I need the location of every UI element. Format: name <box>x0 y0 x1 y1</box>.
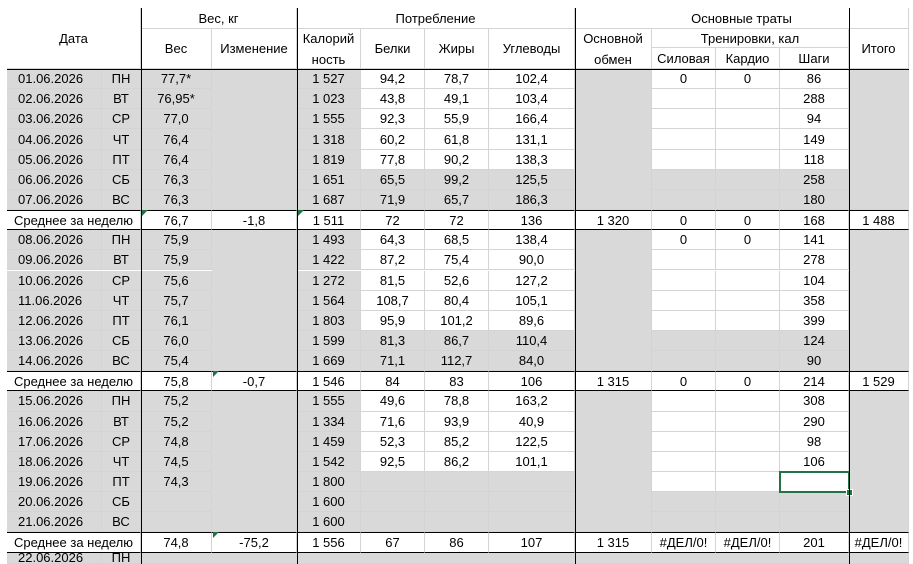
weekly-avg-prot[interactable]: 67 <box>361 532 425 552</box>
day-steps[interactable]: 399 <box>780 311 849 331</box>
error-indicator-icon <box>298 210 304 216</box>
day-strength[interactable] <box>652 412 716 432</box>
weekly-avg-bmr[interactable]: 1 315 <box>575 371 652 391</box>
day-of-week[interactable]: СБ <box>102 331 141 351</box>
day-prot[interactable]: 52,3 <box>361 432 425 452</box>
weekly-average-label[interactable]: Среднее за неделю <box>7 210 141 230</box>
day-fat[interactable]: 61,8 <box>425 129 489 149</box>
header-calories-line1: Калорий <box>302 30 355 46</box>
day-strength[interactable] <box>652 170 716 190</box>
day-steps[interactable]: 124 <box>780 331 849 351</box>
weekly-avg-carb[interactable]: 107 <box>489 532 575 552</box>
day-cardio[interactable] <box>716 331 780 351</box>
day-cal[interactable]: 1 600 <box>297 492 361 512</box>
day-carb[interactable]: 138,3 <box>489 150 575 170</box>
day-cardio[interactable] <box>716 492 780 512</box>
day-prot[interactable]: 81,3 <box>361 331 425 351</box>
day-weight[interactable] <box>141 492 212 512</box>
day-prot[interactable] <box>361 512 425 532</box>
day-weight[interactable]: 74,8 <box>141 432 212 452</box>
day-cal[interactable]: 1 542 <box>297 452 361 472</box>
weekly-avg-fat[interactable]: 86 <box>425 532 489 552</box>
day-cardio[interactable]: 0 <box>716 69 780 89</box>
day-steps[interactable]: 118 <box>780 150 849 170</box>
day-of-week[interactable]: ЧТ <box>102 452 141 472</box>
day-cardio[interactable] <box>716 311 780 331</box>
day-fat[interactable]: 101,2 <box>425 311 489 331</box>
day-weight[interactable]: 76,4 <box>141 150 212 170</box>
day-carb[interactable]: 186,3 <box>489 190 575 210</box>
day-fat[interactable]: 99,2 <box>425 170 489 190</box>
header-weight-group: Вес, кг <box>141 8 297 29</box>
day-carb[interactable]: 89,6 <box>489 311 575 331</box>
day-cal[interactable]: 1 803 <box>297 311 361 331</box>
day-carb[interactable]: 90,0 <box>489 250 575 270</box>
day-cardio[interactable] <box>716 432 780 452</box>
active-cell-selection[interactable] <box>779 471 850 493</box>
day-cal[interactable]: 1 318 <box>297 129 361 149</box>
day-date[interactable]: 15.06.2026 <box>7 391 102 411</box>
partial-row-rest <box>141 553 909 564</box>
day-steps[interactable]: 106 <box>780 452 849 472</box>
day-prot[interactable]: 87,2 <box>361 250 425 270</box>
day-steps[interactable]: 358 <box>780 291 849 311</box>
weekly-avg-cal[interactable]: 1 546 <box>297 371 361 391</box>
day-date[interactable]: 03.06.2026 <box>7 109 102 129</box>
weekly-avg-change[interactable]: -1,8 <box>212 210 297 230</box>
day-of-week[interactable]: ПТ <box>102 150 141 170</box>
day-strength[interactable] <box>652 432 716 452</box>
day-cardio[interactable] <box>716 452 780 472</box>
day-prot[interactable] <box>361 492 425 512</box>
day-fat[interactable]: 80,4 <box>425 291 489 311</box>
day-steps[interactable]: 290 <box>780 412 849 432</box>
week-2-merged-col-3 <box>212 391 297 532</box>
day-of-week[interactable]: СР <box>102 109 141 129</box>
day-date[interactable]: 01.06.2026 <box>7 69 102 89</box>
day-carb[interactable] <box>489 472 575 492</box>
day-fat[interactable]: 78,7 <box>425 69 489 89</box>
day-steps[interactable]: 308 <box>780 391 849 411</box>
day-cardio[interactable] <box>716 170 780 190</box>
weekly-avg-cal[interactable]: 1 556 <box>297 532 361 552</box>
day-date[interactable]: 11.06.2026 <box>7 291 102 311</box>
day-cal[interactable]: 1 599 <box>297 331 361 351</box>
day-of-week[interactable]: ВТ <box>102 250 141 270</box>
day-date[interactable]: 22.06.2026 <box>7 553 102 564</box>
day-cal[interactable]: 1 493 <box>297 230 361 250</box>
day-fat[interactable]: 112,7 <box>425 351 489 371</box>
day-strength[interactable] <box>652 492 716 512</box>
day-steps[interactable]: 288 <box>780 89 849 109</box>
day-cardio[interactable] <box>716 351 780 371</box>
day-weight[interactable]: 75,2 <box>141 412 212 432</box>
header-weight: Вес <box>141 29 212 69</box>
weekly-avg-weight[interactable]: 76,7 <box>141 210 212 230</box>
day-strength[interactable] <box>652 150 716 170</box>
day-date[interactable]: 21.06.2026 <box>7 512 102 532</box>
day-cardio[interactable] <box>716 512 780 532</box>
day-steps[interactable]: 149 <box>780 129 849 149</box>
day-steps[interactable] <box>780 512 849 532</box>
weekly-avg-strength[interactable]: 0 <box>652 210 716 230</box>
day-strength[interactable] <box>652 452 716 472</box>
day-strength[interactable] <box>652 472 716 492</box>
day-carb[interactable]: 166,4 <box>489 109 575 129</box>
day-steps[interactable]: 104 <box>780 271 849 291</box>
day-cal[interactable]: 1 651 <box>297 170 361 190</box>
day-cal[interactable]: 1 819 <box>297 150 361 170</box>
day-strength[interactable] <box>652 109 716 129</box>
day-strength[interactable] <box>652 129 716 149</box>
day-cal[interactable]: 1 422 <box>297 250 361 270</box>
day-steps[interactable]: 141 <box>780 230 849 250</box>
day-prot[interactable]: 60,2 <box>361 129 425 149</box>
day-of-week[interactable]: ПН <box>102 553 141 564</box>
day-of-week[interactable]: ПТ <box>102 311 141 331</box>
day-cal[interactable]: 1 527 <box>297 69 361 89</box>
week-0-merged-col-3 <box>212 69 297 210</box>
day-strength[interactable]: 0 <box>652 230 716 250</box>
day-date[interactable]: 10.06.2026 <box>7 271 102 291</box>
day-weight[interactable]: 76,4 <box>141 129 212 149</box>
day-of-week[interactable]: СБ <box>102 170 141 190</box>
day-strength[interactable] <box>652 351 716 371</box>
weekly-avg-total[interactable]: #ДЕЛ/0! <box>849 532 909 552</box>
day-prot[interactable]: 71,9 <box>361 190 425 210</box>
day-date[interactable]: 04.06.2026 <box>7 129 102 149</box>
week-1-merged-col-8 <box>575 230 652 371</box>
day-weight[interactable]: 76,95* <box>141 89 212 109</box>
day-date[interactable]: 05.06.2026 <box>7 150 102 170</box>
day-date[interactable]: 13.06.2026 <box>7 331 102 351</box>
header-consumption: Потребление <box>297 8 575 29</box>
weekly-avg-fat[interactable]: 72 <box>425 210 489 230</box>
weekly-avg-weight[interactable]: 75,8 <box>141 371 212 391</box>
day-weight[interactable]: 75,6 <box>141 271 212 291</box>
day-cal[interactable]: 1 564 <box>297 291 361 311</box>
weekly-avg-steps[interactable]: 201 <box>780 532 849 552</box>
day-date[interactable]: 19.06.2026 <box>7 472 102 492</box>
day-strength[interactable] <box>652 331 716 351</box>
day-prot[interactable] <box>361 472 425 492</box>
weekly-avg-prot[interactable]: 84 <box>361 371 425 391</box>
weekly-avg-steps[interactable]: 214 <box>780 371 849 391</box>
day-prot[interactable]: 64,3 <box>361 230 425 250</box>
week-0-merged-col-8 <box>575 69 652 210</box>
day-cal[interactable]: 1 555 <box>297 109 361 129</box>
day-weight[interactable]: 75,4 <box>141 351 212 371</box>
day-carb[interactable]: 40,9 <box>489 412 575 432</box>
day-cardio[interactable] <box>716 150 780 170</box>
header-bmr-line2: обмен <box>594 51 632 67</box>
day-steps[interactable]: 180 <box>780 190 849 210</box>
day-weight[interactable]: 77,0 <box>141 109 212 129</box>
weekly-avg-total[interactable]: 1 488 <box>849 210 909 230</box>
day-carb[interactable]: 131,1 <box>489 129 575 149</box>
day-date[interactable]: 18.06.2026 <box>7 452 102 472</box>
day-fat[interactable] <box>425 512 489 532</box>
day-prot[interactable]: 92,5 <box>361 452 425 472</box>
weekly-avg-cardio[interactable]: 0 <box>716 210 780 230</box>
day-date[interactable]: 20.06.2026 <box>7 492 102 512</box>
day-date[interactable]: 02.06.2026 <box>7 89 102 109</box>
day-date[interactable]: 12.06.2026 <box>7 311 102 331</box>
day-cal[interactable]: 1 272 <box>297 271 361 291</box>
day-prot[interactable]: 65,5 <box>361 170 425 190</box>
day-carb[interactable]: 125,5 <box>489 170 575 190</box>
day-prot[interactable]: 81,5 <box>361 271 425 291</box>
error-indicator-icon <box>213 371 219 377</box>
day-fat[interactable]: 78,8 <box>425 391 489 411</box>
group-border <box>141 8 142 564</box>
day-prot[interactable]: 43,8 <box>361 89 425 109</box>
header-main-spend: Основные траты <box>575 8 909 29</box>
day-date[interactable]: 08.06.2026 <box>7 230 102 250</box>
day-prot[interactable]: 77,8 <box>361 150 425 170</box>
day-carb[interactable]: 110,4 <box>489 331 575 351</box>
group-border <box>297 8 298 564</box>
day-fat[interactable]: 55,9 <box>425 109 489 129</box>
day-steps[interactable]: 258 <box>780 170 849 190</box>
day-date[interactable]: 17.06.2026 <box>7 432 102 452</box>
day-weight[interactable] <box>141 512 212 532</box>
day-cal[interactable]: 1 334 <box>297 412 361 432</box>
header-carbs: Углеводы <box>489 29 575 69</box>
day-cal[interactable]: 1 800 <box>297 472 361 492</box>
day-weight[interactable]: 74,5 <box>141 452 212 472</box>
day-fat[interactable]: 49,1 <box>425 89 489 109</box>
day-weight[interactable]: 76,3 <box>141 170 212 190</box>
day-of-week[interactable]: ПН <box>102 391 141 411</box>
day-cardio[interactable] <box>716 250 780 270</box>
day-fat[interactable]: 86,2 <box>425 452 489 472</box>
weekly-avg-fat[interactable]: 83 <box>425 371 489 391</box>
week-0-merged-col-12 <box>849 69 909 210</box>
day-weight[interactable]: 75,7 <box>141 291 212 311</box>
day-steps[interactable]: 90 <box>780 351 849 371</box>
day-steps[interactable]: 86 <box>780 69 849 89</box>
day-date[interactable]: 14.06.2026 <box>7 351 102 371</box>
week-2-merged-col-12 <box>849 391 909 532</box>
day-of-week[interactable]: ВС <box>102 190 141 210</box>
day-prot[interactable]: 71,6 <box>361 412 425 432</box>
weekly-avg-cal[interactable]: 1 511 <box>297 210 361 230</box>
week-1-merged-col-12 <box>849 230 909 371</box>
day-cardio[interactable] <box>716 190 780 210</box>
day-fat[interactable] <box>425 472 489 492</box>
day-prot[interactable]: 94,2 <box>361 69 425 89</box>
day-fat[interactable]: 86,7 <box>425 331 489 351</box>
weekly-avg-bmr[interactable]: 1 315 <box>575 532 652 552</box>
header-total: Итого <box>849 29 909 69</box>
day-weight[interactable]: 75,2 <box>141 391 212 411</box>
error-indicator-icon <box>213 532 219 538</box>
day-weight[interactable]: 75,9 <box>141 250 212 270</box>
header-calories <box>297 29 361 69</box>
header-calories-line2: ность <box>311 51 346 67</box>
day-of-week[interactable]: ВС <box>102 512 141 532</box>
header-strength: Силовая <box>652 48 716 69</box>
weekly-avg-prot[interactable]: 72 <box>361 210 425 230</box>
weekly-avg-cardio[interactable]: #ДЕЛ/0! <box>716 532 780 552</box>
day-strength[interactable]: 0 <box>652 69 716 89</box>
weekly-average-label[interactable]: Среднее за неделю <box>7 532 141 552</box>
day-date[interactable]: 06.06.2026 <box>7 170 102 190</box>
day-cardio[interactable] <box>716 89 780 109</box>
day-strength[interactable] <box>652 89 716 109</box>
day-carb[interactable]: 102,4 <box>489 69 575 89</box>
day-of-week[interactable]: ПН <box>102 230 141 250</box>
weekly-avg-bmr[interactable]: 1 320 <box>575 210 652 230</box>
day-prot[interactable]: 49,6 <box>361 391 425 411</box>
day-cardio[interactable] <box>716 109 780 129</box>
day-weight[interactable]: 76,0 <box>141 331 212 351</box>
weekly-avg-weight[interactable]: 74,8 <box>141 532 212 552</box>
day-fat[interactable]: 85,2 <box>425 432 489 452</box>
day-fat[interactable] <box>425 492 489 512</box>
weekly-avg-carb[interactable]: 106 <box>489 371 575 391</box>
day-fat[interactable]: 65,7 <box>425 190 489 210</box>
day-cal[interactable]: 1 023 <box>297 89 361 109</box>
day-cal[interactable]: 1 687 <box>297 190 361 210</box>
day-strength[interactable] <box>652 391 716 411</box>
day-strength[interactable] <box>652 190 716 210</box>
day-of-week[interactable]: ВС <box>102 351 141 371</box>
day-cardio[interactable] <box>716 291 780 311</box>
day-cardio[interactable] <box>716 412 780 432</box>
day-weight[interactable]: 74,3 <box>141 472 212 492</box>
day-of-week[interactable]: ПТ <box>102 472 141 492</box>
weekly-avg-carb[interactable]: 136 <box>489 210 575 230</box>
day-of-week[interactable]: ВТ <box>102 412 141 432</box>
day-of-week[interactable]: СБ <box>102 492 141 512</box>
weekly-avg-strength[interactable]: #ДЕЛ/0! <box>652 532 716 552</box>
day-fat[interactable]: 52,6 <box>425 271 489 291</box>
day-carb[interactable] <box>489 512 575 532</box>
day-strength[interactable] <box>652 291 716 311</box>
day-steps[interactable]: 98 <box>780 432 849 452</box>
header-date: Дата <box>7 8 141 69</box>
day-carb[interactable] <box>489 492 575 512</box>
header-protein: Белки <box>361 29 425 69</box>
day-steps[interactable] <box>780 492 849 512</box>
day-cardio[interactable] <box>716 271 780 291</box>
day-carb[interactable]: 101,1 <box>489 452 575 472</box>
header-training: Тренировки, кал <box>652 29 849 48</box>
header-bmr <box>575 29 652 69</box>
header-change: Изменение <box>212 29 297 69</box>
day-strength[interactable] <box>652 250 716 270</box>
day-weight[interactable]: 77,7* <box>141 69 212 89</box>
weekly-avg-change[interactable]: -0,7 <box>212 371 297 391</box>
day-carb[interactable]: 122,5 <box>489 432 575 452</box>
day-strength[interactable] <box>652 311 716 331</box>
day-cal[interactable]: 1 555 <box>297 391 361 411</box>
group-border <box>849 8 850 564</box>
day-of-week[interactable]: ПН <box>102 69 141 89</box>
day-of-week[interactable]: ВТ <box>102 89 141 109</box>
week-1-merged-col-3 <box>212 230 297 371</box>
day-cardio[interactable] <box>716 472 780 492</box>
day-steps[interactable]: 94 <box>780 109 849 129</box>
day-fat[interactable]: 90,2 <box>425 150 489 170</box>
day-weight[interactable]: 76,3 <box>141 190 212 210</box>
header-bmr-line1: Основной <box>583 30 643 46</box>
day-fat[interactable]: 93,9 <box>425 412 489 432</box>
weekly-avg-steps[interactable]: 168 <box>780 210 849 230</box>
day-of-week[interactable]: СР <box>102 271 141 291</box>
header-fat: Жиры <box>425 29 489 69</box>
day-carb[interactable]: 105,1 <box>489 291 575 311</box>
day-prot[interactable]: 95,9 <box>361 311 425 331</box>
day-fat[interactable]: 68,5 <box>425 230 489 250</box>
day-carb[interactable]: 103,4 <box>489 89 575 109</box>
error-indicator-icon <box>142 210 148 216</box>
day-carb[interactable]: 138,4 <box>489 230 575 250</box>
day-weight[interactable]: 76,1 <box>141 311 212 331</box>
day-of-week[interactable]: ЧТ <box>102 291 141 311</box>
day-date[interactable]: 07.06.2026 <box>7 190 102 210</box>
day-carb[interactable]: 163,2 <box>489 391 575 411</box>
weekly-average-label[interactable]: Среднее за неделю <box>7 371 141 391</box>
day-carb[interactable]: 84,0 <box>489 351 575 371</box>
day-prot[interactable]: 71,1 <box>361 351 425 371</box>
weekly-avg-strength[interactable]: 0 <box>652 371 716 391</box>
day-cardio[interactable] <box>716 129 780 149</box>
day-of-week[interactable]: ЧТ <box>102 129 141 149</box>
day-steps[interactable]: 278 <box>780 250 849 270</box>
day-prot[interactable]: 92,3 <box>361 109 425 129</box>
day-cal[interactable]: 1 459 <box>297 432 361 452</box>
day-fat[interactable]: 75,4 <box>425 250 489 270</box>
week-2-merged-col-8 <box>575 391 652 532</box>
day-prot[interactable]: 108,7 <box>361 291 425 311</box>
group-border <box>575 8 576 564</box>
weekly-avg-change[interactable]: -75,2 <box>212 532 297 552</box>
day-of-week[interactable]: СР <box>102 432 141 452</box>
day-date[interactable]: 16.06.2026 <box>7 412 102 432</box>
header-cardio: Кардио <box>716 48 780 69</box>
day-cal[interactable]: 1 600 <box>297 512 361 532</box>
day-carb[interactable]: 127,2 <box>489 271 575 291</box>
day-strength[interactable] <box>652 512 716 532</box>
weekly-avg-cardio[interactable]: 0 <box>716 371 780 391</box>
day-weight[interactable]: 75,9 <box>141 230 212 250</box>
day-strength[interactable] <box>652 271 716 291</box>
day-cardio[interactable] <box>716 391 780 411</box>
weekly-avg-total[interactable]: 1 529 <box>849 371 909 391</box>
day-cardio[interactable]: 0 <box>716 230 780 250</box>
header-border <box>7 69 909 70</box>
day-cal[interactable]: 1 669 <box>297 351 361 371</box>
day-date[interactable]: 09.06.2026 <box>7 250 102 270</box>
header-steps: Шаги <box>780 48 849 69</box>
